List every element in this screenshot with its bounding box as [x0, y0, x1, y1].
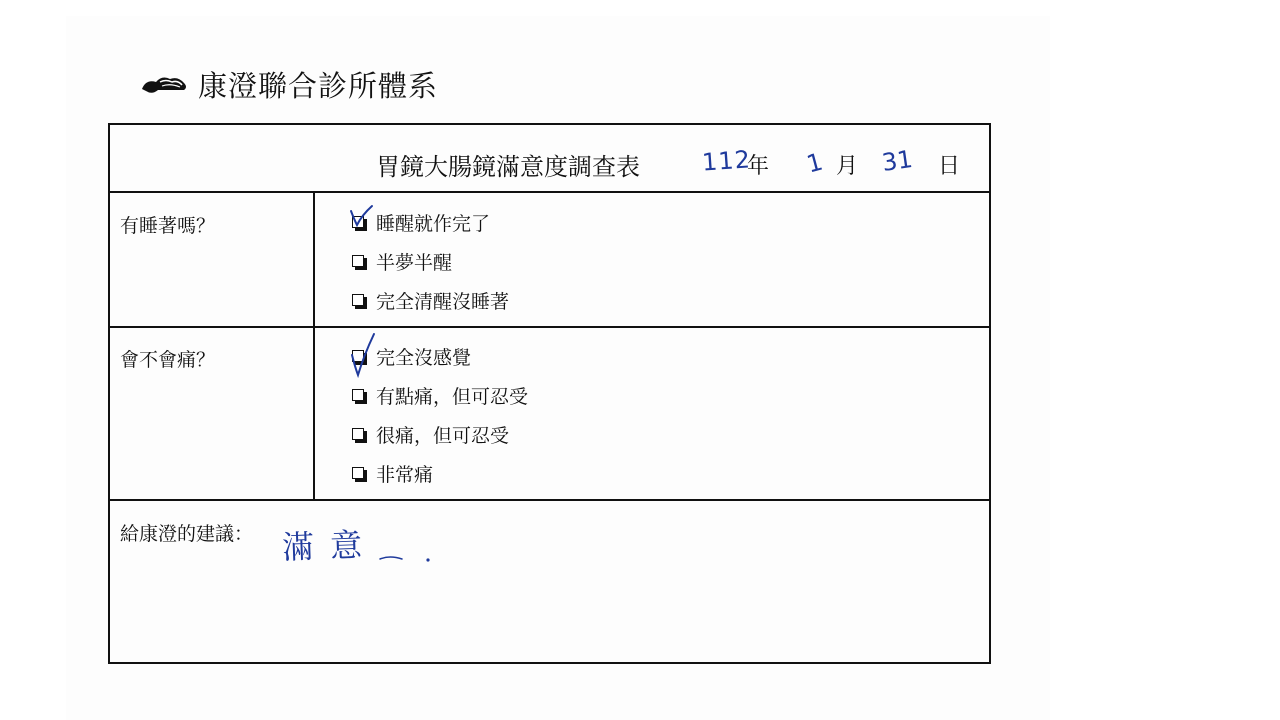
month-label: 月: [836, 154, 859, 179]
option-sleep-2[interactable]: [352, 287, 509, 313]
option-label: 睡醒就作完了: [376, 212, 491, 235]
option-label: 有點痛，但可忍受: [376, 385, 529, 408]
handwritten-check-mark-icon: [348, 331, 378, 381]
divider: [110, 191, 989, 193]
option-label: 很痛，但可忍受: [376, 424, 510, 447]
organization-name: 康澄聯合診所體系: [198, 68, 439, 103]
checkbox[interactable]: [352, 467, 364, 479]
handwritten-year: 112: [701, 145, 752, 177]
handwritten-day: 31: [880, 145, 915, 177]
cloud-logo-icon: [140, 73, 188, 95]
handwritten-check-mark-icon: [348, 203, 374, 231]
option-label: 完全沒感覺: [376, 346, 472, 369]
survey-form: [108, 123, 991, 664]
option-label: 非常痛: [376, 463, 434, 486]
question-sleep-label: 有睡著嗎？: [120, 215, 216, 237]
option-pain-1[interactable]: [352, 382, 528, 408]
form-title: 胃鏡大腸鏡滿意度調查表: [376, 153, 640, 181]
handwritten-month: 1: [803, 147, 826, 179]
option-sleep-1[interactable]: [352, 248, 452, 274]
day-label: 日: [938, 154, 961, 179]
option-label: 半夢半醒: [376, 251, 453, 274]
checkbox[interactable]: [352, 389, 364, 401]
checkbox[interactable]: [352, 255, 364, 267]
checkbox[interactable]: [352, 294, 364, 306]
clinic-header: [140, 64, 438, 104]
question-pain-label: 會不會痛？: [120, 349, 216, 371]
handwritten-trail: [378, 543, 438, 565]
column-divider: [313, 191, 315, 499]
checkbox[interactable]: [352, 428, 364, 440]
divider: [110, 326, 989, 328]
handwritten-suggestion: 滿意: [281, 525, 379, 567]
option-label: 完全清醒沒睡著: [376, 290, 510, 313]
year-label: 年: [747, 154, 770, 179]
option-pain-3[interactable]: [352, 460, 433, 486]
divider: [110, 499, 989, 501]
suggestion-label: 給康澄的建議：: [120, 523, 254, 545]
option-pain-2[interactable]: [352, 421, 509, 447]
